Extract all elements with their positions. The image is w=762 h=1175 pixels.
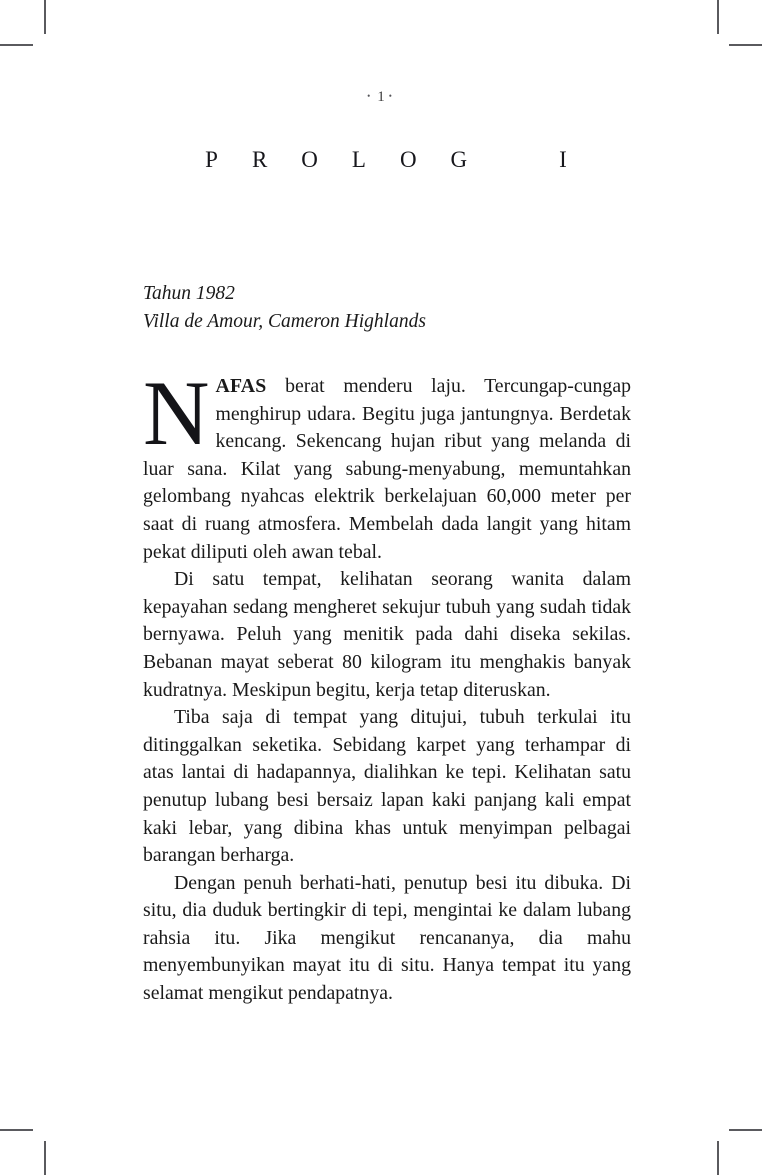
chapter-title-numeral: I (559, 147, 567, 173)
slugline-location: Villa de Amour, Cameron Highlands (143, 310, 426, 332)
body-paragraph: Dengan penuh berhati-hati, penutup besi itu dibuka. Di situ, dia duduk bertingkir di tepi, mengintai ke dalam lubang rahsia itu. Jika mengikut rencananya, dia mahu menyembunyikan mayat itu di situ. Hanya tempat itu yang selamat mengikut pendapatnya. (143, 871, 631, 1005)
chapter-title-word: PROLOG (205, 147, 502, 173)
opening-paragraph (143, 362, 631, 566)
drop-cap-letter: N (143, 362, 210, 464)
body-paragraph: Di satu tempat, kelihatan seorang wanita dalam kepayahan sedang mengheret sekujur tubuh yang sudah tidak bernyawa. Peluh yang menitik pada dahi diseka sekilas. Bebanan mayat seberat 80 kilogram itu menghakis banyak kudratnya. Meskipun begitu, kerja tetap diteruskan. (143, 568, 631, 701)
page-folio (0, 89, 762, 106)
opening-paragraph-text: berat menderu laju. Tercungap-cungap menghirup udara. Begitu juga jantungnya. Berdetak kencang. Sekencang hujan ribut yang melanda di luar sana. Kilat yang sabung-menyabung, memuntahkan gelombang nyahcas elektrik berkelajuan 60,000 meter per saat di ruang atmosfera. Membelah dada langit yang hitam pekat diliputi oleh awan tebal. (143, 375, 631, 563)
chapter-title (0, 147, 762, 173)
page-textblock (143, 280, 631, 1008)
folio-page-number: 1 (377, 89, 385, 105)
body-paragraph: Tiba saja di tempat yang ditujui, tubuh terkulai itu ditinggalkan seketika. Sebidang karpet yang terhampar di atas lantai di hadapannya, dialihkan ke tepi. Kelihatan satu penutup lubang besi bersaiz lapan kaki panjang kali empat kaki lebar, yang dibina khas untuk menyimpan pelbagai barangan berharga. (143, 706, 631, 867)
scene-slugline (143, 280, 631, 335)
folio-ornament-right: • (388, 91, 395, 101)
folio-ornament-left: • (367, 91, 374, 101)
slugline-year: Tahun 1982 (143, 283, 235, 304)
opening-small-caps: AFAS (215, 375, 267, 397)
